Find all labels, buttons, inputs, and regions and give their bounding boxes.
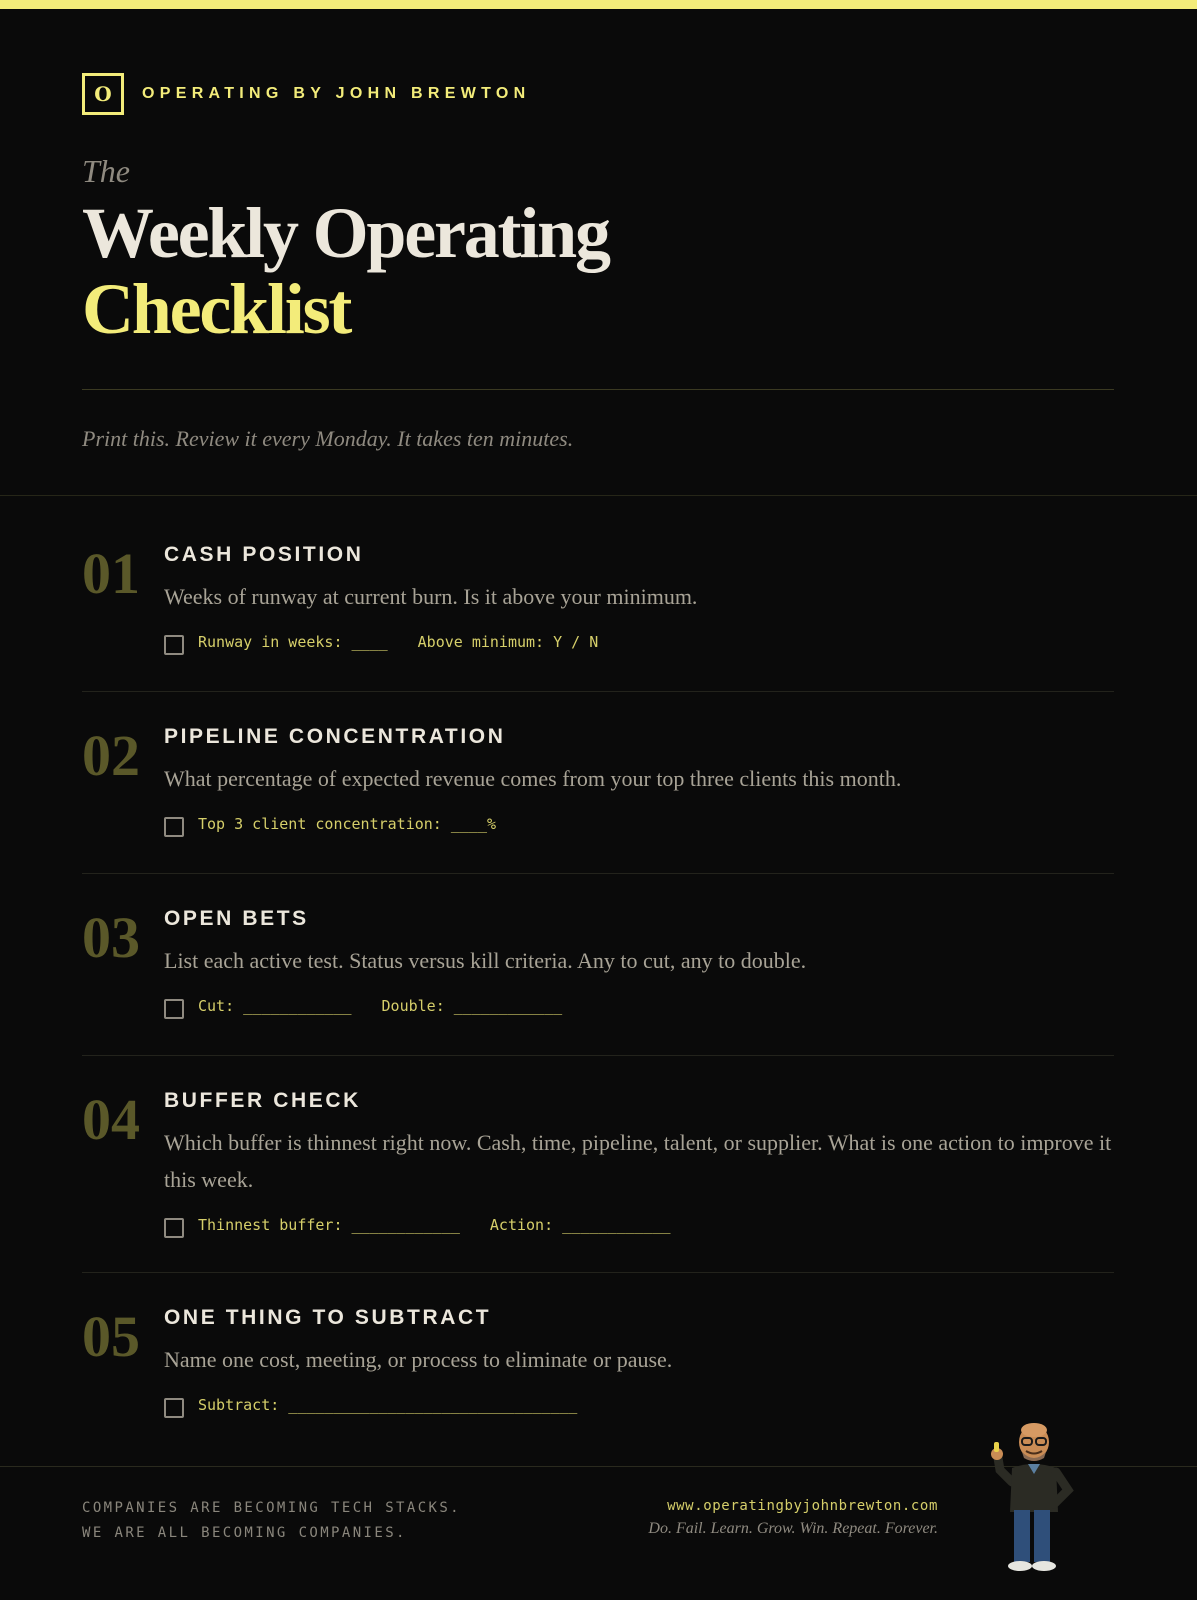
item-description: List each active test. Status versus kill criteria. Any to cut, any to double. [164,948,807,973]
item-number: 05 [82,1304,140,1369]
footer-tagline-line1: COMPANIES ARE BECOMING TECH STACKS. [82,1500,462,1516]
item-description: Weeks of runway at current burn. Is it above your minimum. [164,584,698,609]
brand [82,73,1114,115]
brand-header [82,73,1114,115]
item-field: Action: ____________ [489,1216,671,1234]
footer-tagline-line2: WE ARE ALL BECOMING COMPANIES. [82,1525,407,1541]
item-field: Cut: ____________ [198,997,352,1015]
item-description: Name one cost, meeting, or process to eliminate or pause. [164,1347,673,1372]
item-checkbox[interactable] [164,999,184,1019]
item-checkbox[interactable] [164,817,184,837]
item-title: ONE THING TO SUBTRACT [164,1306,492,1329]
page-title-line2: Checklist [82,269,351,349]
item-body [164,1305,1114,1418]
item-checkbox[interactable] [164,1398,184,1418]
item-fields [164,1212,1114,1238]
item-divider [82,1055,1114,1056]
item-field: Double: ____________ [381,997,563,1015]
item-description: Which buffer is thinnest right now. Cash, time, pipeline, talent, or supplier. What is one action to improve it this week. [164,1130,1112,1192]
item-title: CASH POSITION [164,543,364,566]
item-field: Runway in weeks: ____ [198,633,388,651]
page-subtitle: Print this. Review it every Monday. It takes ten minutes. [82,426,574,451]
item-number: 02 [82,723,140,788]
footer-motto: Do. Fail. Learn. Grow. Win. Repeat. Forever. [648,1520,938,1537]
item-number: 03 [82,905,140,970]
item-divider [82,1272,1114,1273]
item-fields [164,1392,1114,1418]
footer-url-link[interactable]: www.operatingbyjohnbrewton.com [667,1498,938,1514]
item-body [164,724,1114,837]
item-body [164,1088,1114,1238]
item-title: OPEN BETS [164,907,309,930]
item-number: 01 [82,541,140,606]
item-number: 04 [82,1087,140,1152]
item-divider [82,691,1114,692]
item-fields [164,811,1114,837]
item-body [164,906,1114,1019]
page-title-line1: Weekly Operating [82,193,609,273]
title-eyebrow: The [82,153,130,189]
item-fields [164,629,1114,655]
brand-logo-mark: O [82,73,124,115]
item-title: PIPELINE CONCENTRATION [164,725,506,748]
author-avatar-illustration [982,1420,1082,1580]
item-description: What percentage of expected revenue comes from your top three clients this month. [164,766,902,791]
item-checkbox[interactable] [164,1218,184,1238]
footer-contact [648,1498,938,1538]
footer-tagline [82,1496,461,1546]
item-checkbox[interactable] [164,635,184,655]
item-fields [164,993,1114,1019]
header-divider [0,495,1197,496]
item-field: Thinnest buffer: ____________ [198,1216,460,1234]
item-divider [82,873,1114,874]
item-body [164,542,1114,655]
title-divider [82,389,1114,390]
item-field: Above minimum: Y / N [417,633,599,651]
item-field: Top 3 client concentration: ____% [198,815,497,833]
item-title: BUFFER CHECK [164,1089,361,1112]
top-accent-bar [0,0,1197,9]
brand-name: OPERATING BY JOHN BREWTON [142,85,531,102]
item-field: Subtract: ________________________________ [198,1396,578,1414]
